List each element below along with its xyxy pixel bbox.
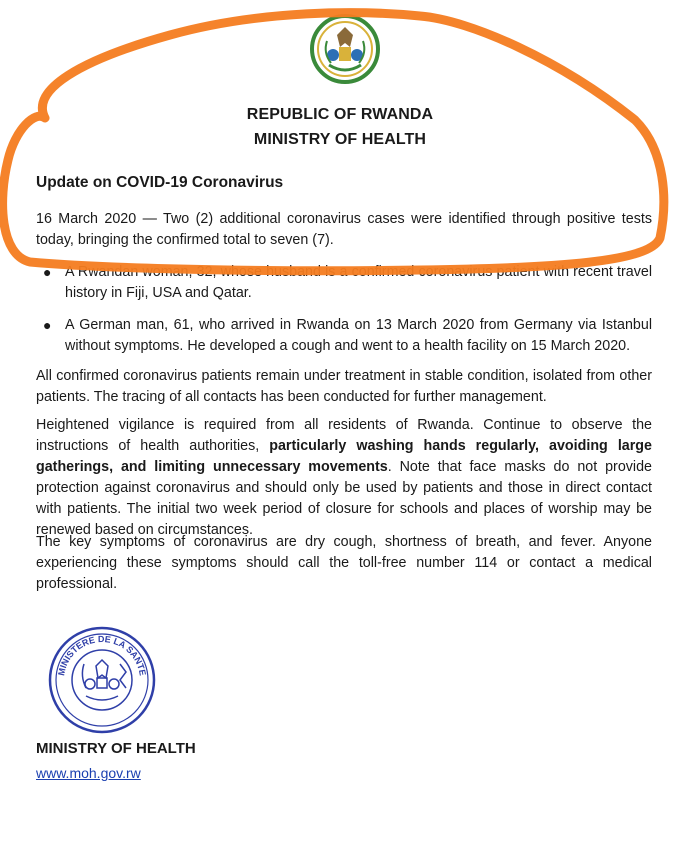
case-description: A German man, 61, who arrived in Rwanda on 13 March 2020 from Germany via Istanbul without symptoms. He developed a cough and went to a health facility on 15 March 2020. (65, 317, 652, 354)
bullet-icon: ● (43, 264, 52, 280)
list-item (36, 315, 652, 357)
signature-ministry: MINISTRY OF HEALTH (36, 740, 196, 757)
vigilance-text-before: Heightened vigilance is required from all residents of Rwanda. Continue to observe the instructions of health authorities, (36, 417, 652, 454)
treatment-paragraph: All confirmed coronavirus patients remain under treatment in stable condition, isolated from other patients. The tracing of all contacts has been conducted for further management. (36, 368, 652, 405)
header-republic: REPUBLIC OF RWANDA (246, 106, 434, 123)
seal-text: MINISTERE DE LA SANTE (56, 633, 148, 677)
vigilance-text-after: . Note that face masks do not provide protection against coronavirus and should only be used by patients and those in direct contact with patients. The initial two week period of closure for schools and places of worship may be renewed based on circumstances. (36, 459, 652, 538)
header-ministry: MINISTRY OF HEALTH (253, 131, 427, 148)
ministry-website-link[interactable]: www.moh.gov.rw (36, 765, 141, 781)
vigilance-text-emphasis: particularly washing hands regularly, avoiding large gatherings, and limiting unnecessary movements (36, 438, 652, 475)
rwanda-coat-of-arms-icon (309, 13, 381, 85)
vigilance-paragraph (36, 415, 652, 541)
case-list (36, 262, 652, 368)
intro-paragraph: 16 March 2020 — Two (2) additional coronavirus cases were identified through positive tests today, bringing the confirmed total to seven (7). (36, 211, 652, 248)
case-description: A Rwandan woman, 32, whose husband is a confirmed coronavirus patient with recent travel history in Fiji, USA and Qatar. (65, 264, 652, 301)
symptoms-paragraph: The key symptoms of coronavirus are dry cough, shortness of breath, and fever. Anyone experiencing these symptoms should call the toll-free number 114 or contact a medical professional. (36, 534, 652, 592)
bullet-icon: ● (43, 317, 52, 333)
document-title: Update on COVID-19 Coronavirus (36, 174, 284, 191)
list-item (36, 262, 652, 304)
ministry-stamp-icon (46, 624, 158, 736)
